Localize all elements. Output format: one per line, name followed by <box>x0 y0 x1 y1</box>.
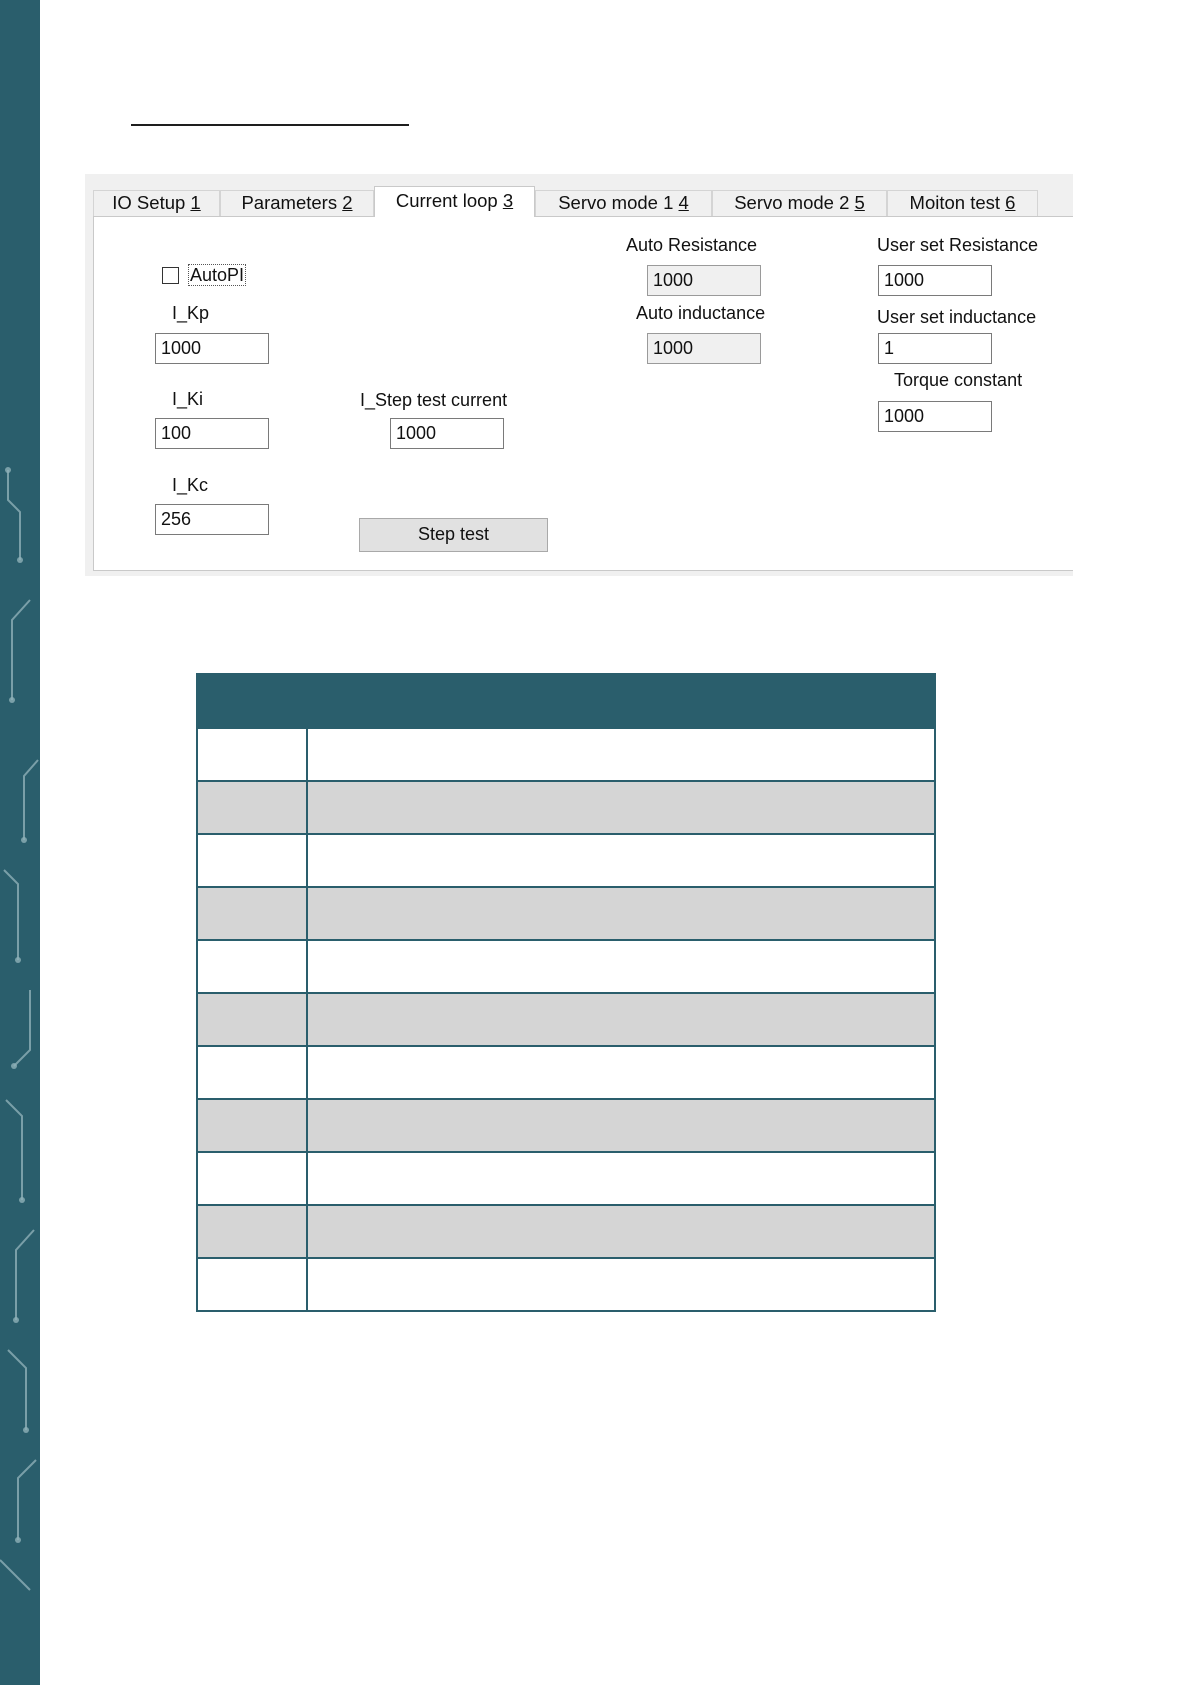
table-cell <box>307 728 935 781</box>
tab-hotkey: 6 <box>1005 192 1016 213</box>
tab-io-setup[interactable] <box>93 190 220 216</box>
table-cell <box>307 1046 935 1099</box>
torque-constant-label: Torque constant <box>894 370 1023 390</box>
tab-hotkey: 5 <box>854 192 865 213</box>
table-cell <box>197 1205 307 1258</box>
table-cell <box>197 728 307 781</box>
auto-inductance-label: Auto inductance <box>636 303 766 323</box>
table-cell <box>197 781 307 834</box>
table-cell <box>197 1046 307 1099</box>
table-row <box>197 887 935 940</box>
heading-underline <box>131 124 409 126</box>
i-kc-label: I_Kc <box>172 475 209 495</box>
table-cell <box>197 1258 307 1311</box>
circuit-pattern-icon <box>0 0 40 1685</box>
table-cell <box>307 781 935 834</box>
table-cell <box>197 940 307 993</box>
table-cell <box>197 834 307 887</box>
table-cell <box>307 940 935 993</box>
tab-hotkey: 4 <box>678 192 689 213</box>
tab-hotkey: 2 <box>342 192 353 213</box>
table-cell <box>197 993 307 1046</box>
tab-motion-test[interactable] <box>887 190 1038 216</box>
tab-control-window <box>85 174 1073 576</box>
i-ki-input[interactable]: 100 <box>155 418 269 449</box>
tab-label: IO Setup <box>112 192 191 213</box>
table-cell <box>197 887 307 940</box>
table-cell <box>307 993 935 1046</box>
table-cell <box>307 1205 935 1258</box>
i-kp-label: I_Kp <box>172 303 210 323</box>
tab-label: Current loop <box>395 190 503 211</box>
tab-label: Moiton test <box>909 192 1006 213</box>
table-cell <box>307 1258 935 1311</box>
tab-servo-mode-1[interactable] <box>535 190 712 216</box>
decorative-side-band <box>0 0 40 1685</box>
auto-resistance-label: Auto Resistance <box>626 235 758 255</box>
table-row <box>197 1046 935 1099</box>
user-resistance-input[interactable]: 1000 <box>878 265 992 296</box>
auto-inductance-field: 1000 <box>647 333 761 364</box>
table-row <box>197 1258 935 1311</box>
tab-current-loop[interactable] <box>374 186 535 217</box>
step-current-input[interactable]: 1000 <box>390 418 504 449</box>
user-inductance-input[interactable]: 1 <box>878 333 992 364</box>
autopi-label[interactable]: AutoPI <box>190 265 245 285</box>
table-row <box>197 1099 935 1152</box>
table-row <box>197 728 935 781</box>
table-row <box>197 781 935 834</box>
table-row <box>197 1152 935 1205</box>
tab-servo-mode-2[interactable] <box>712 190 887 216</box>
torque-constant-input[interactable]: 1000 <box>878 401 992 432</box>
tab-label: Servo mode 2 <box>734 192 855 213</box>
current-loop-panel <box>93 216 1073 571</box>
step-current-label: I_Step test current <box>360 390 508 410</box>
parameter-table <box>196 673 936 1312</box>
tab-label: Servo mode 1 <box>558 192 679 213</box>
auto-resistance-field: 1000 <box>647 265 761 296</box>
i-kp-input[interactable]: 1000 <box>155 333 269 364</box>
i-kc-input[interactable]: 256 <box>155 504 269 535</box>
table-header-row <box>197 674 935 728</box>
tab-hotkey: 3 <box>502 190 514 211</box>
table-cell <box>197 1152 307 1205</box>
table-cell <box>307 1099 935 1152</box>
i-ki-label: I_Ki <box>172 389 204 409</box>
table-header-cell <box>197 674 935 728</box>
table-cell <box>307 834 935 887</box>
table-cell <box>197 1099 307 1152</box>
table-row <box>197 834 935 887</box>
table-cell <box>307 1152 935 1205</box>
tab-label: Parameters <box>241 192 343 213</box>
table-cell <box>307 887 935 940</box>
table-row <box>197 1205 935 1258</box>
tab-hotkey: 1 <box>190 192 201 213</box>
autopi-checkbox[interactable] <box>162 267 179 284</box>
table-row <box>197 993 935 1046</box>
user-inductance-label: User set inductance <box>877 307 1037 327</box>
tab-parameters[interactable] <box>220 190 374 216</box>
user-resistance-label: User set Resistance <box>877 235 1039 255</box>
table-row <box>197 940 935 993</box>
step-test-button[interactable]: Step test <box>359 518 548 552</box>
